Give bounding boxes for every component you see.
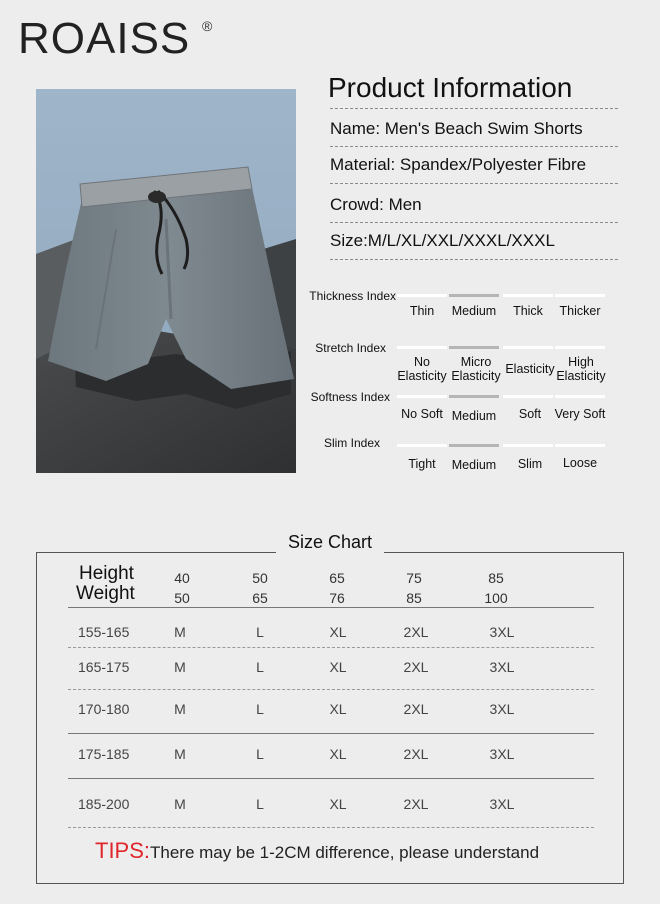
softness-option: No Soft [401,407,443,421]
slim-index-label: Slim Index [323,436,380,450]
size-cell: M [174,624,186,640]
slim-bar-selected [449,444,499,447]
softness-option: Soft [518,407,542,421]
product-name: Name: Men's Beach Swim Shorts [330,119,583,138]
softness-index-label: Softness Index [310,390,390,404]
height-label: Height [79,563,134,584]
slim-option: Medium [451,458,497,472]
brand-logo: ROAISS [18,14,191,63]
stretch-bar [397,346,447,349]
row-height-range: 165-175 [78,659,130,675]
size-cell: XL [329,624,347,640]
size-chart-title: Size Chart [276,530,384,554]
table-divider [68,607,594,608]
product-crowd: Crowd: Men [330,195,422,214]
registered-mark: ® [202,18,213,34]
size-cell: 3XL [489,659,515,675]
size-cell: XL [329,701,347,717]
slim-option: Tight [408,457,436,471]
stretch-option: No Elasticity [397,355,447,383]
size-cell: M [174,746,186,762]
softness-option: Medium [451,409,497,423]
weight-value: 50 [174,590,190,606]
softness-bar [503,395,553,398]
tips-text: There may be 1-2CM difference, please understand [150,843,540,862]
size-cell: 2XL [403,659,429,675]
size-cell: L [256,796,264,812]
product-info-title: Product Information [328,72,573,103]
size-cell: 3XL [489,746,515,762]
stretch-option: Elasticity [505,362,555,376]
tips-note [95,838,539,864]
tips-label: TIPS: [95,838,151,863]
weight-value: 100 [484,590,508,606]
size-cell: M [174,796,186,812]
thickness-bar [555,294,605,297]
stretch-option: Micro Elasticity [451,355,501,383]
size-cell: XL [329,746,347,762]
thickness-index-label: Thickness Index [309,289,396,303]
height-value: 85 [488,570,504,586]
height-value: 75 [406,570,422,586]
row-height-range: 175-185 [78,746,130,762]
size-cell: L [256,659,264,675]
size-cell: XL [329,796,347,812]
height-value: 65 [329,570,345,586]
divider [330,222,618,223]
product-sizes: Size:M/L/XL/XXL/XXXL/XXXL [330,231,555,250]
slim-bar [503,444,553,447]
size-cell: 3XL [489,624,515,640]
thickness-bar-selected [449,294,499,297]
slim-bar [397,444,447,447]
size-cell: L [256,624,264,640]
size-cell: M [174,701,186,717]
weight-label: Weight [76,583,135,604]
thickness-bar [397,294,447,297]
slim-bar [555,444,605,447]
thickness-option: Thick [513,304,543,318]
divider [330,146,618,147]
weight-value: 76 [329,590,345,606]
thickness-option: Thin [409,304,435,318]
height-value: 50 [252,570,268,586]
size-cell: L [256,746,264,762]
thickness-option: Medium [451,304,497,318]
size-cell: 3XL [489,701,515,717]
softness-bar [397,395,447,398]
size-cell: M [174,659,186,675]
size-cell: L [256,701,264,717]
stretch-bar-selected [449,346,499,349]
weight-value: 85 [406,590,422,606]
divider [330,183,618,184]
height-value: 40 [174,570,190,586]
product-photo [36,89,296,473]
product-material: Material: Spandex/Polyester Fibre [330,155,587,174]
thickness-bar [503,294,553,297]
weight-value: 65 [252,590,268,606]
stretch-index-label: Stretch Index [315,341,386,355]
row-height-range: 155-165 [78,624,130,640]
size-cell: 2XL [403,746,429,762]
divider [330,108,618,109]
size-cell: 2XL [403,701,429,717]
divider [330,259,618,260]
softness-bar-selected [449,395,499,398]
size-cell: 3XL [489,796,515,812]
row-height-range: 185-200 [78,796,130,812]
softness-bar [555,395,605,398]
table-divider [68,733,594,734]
table-divider [68,689,594,690]
stretch-option: High Elasticity [556,355,606,383]
size-cell: 2XL [403,624,429,640]
table-divider [68,778,594,779]
row-height-range: 170-180 [78,701,130,717]
softness-option: Very Soft [554,407,606,421]
table-divider [68,827,594,828]
slim-option: Loose [562,456,598,470]
table-divider [68,647,594,648]
stretch-bar [503,346,553,349]
stretch-bar [555,346,605,349]
size-cell: XL [329,659,347,675]
slim-option: Slim [517,457,543,471]
thickness-option: Thicker [559,304,601,318]
size-cell: 2XL [403,796,429,812]
